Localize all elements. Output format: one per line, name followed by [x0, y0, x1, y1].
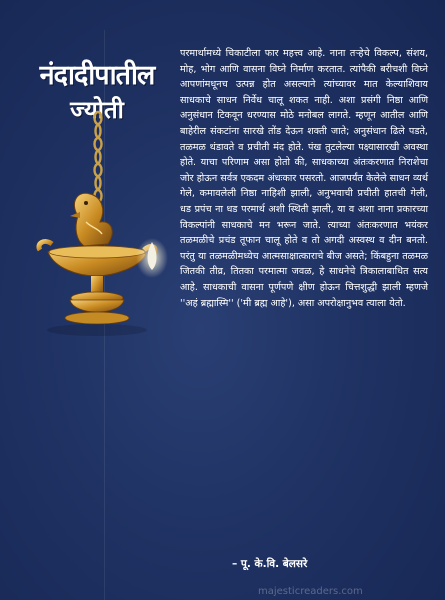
lamp-base — [65, 276, 129, 324]
brass-oil-lamp-icon — [0, 0, 180, 600]
back-cover-blurb — [180, 46, 428, 311]
title-line-2: ज्योती — [70, 96, 124, 124]
blurb-paragraph: परमार्थामध्ये चिकाटीला फार महत्त्व आहे. नाना तऱ्हेचे विकल्प, संशय, मोह, भोग आणि वासना विघ्ने निर्माण करतात. त्यांपैकी बरीचशी विघ्ने आपणांमधूनच उत्पन्न होत असल्याने त्यांच्यावर मात केल्याशिवाय साधकाचे साधन निर्वेध चालू शकत नाही. अशा प्रसंगी निष्ठा आणि अनुसंधान टिकवून धरण्यास मोठे मनोबल लागते. म्हणून आतील आणि बाहेरील संकटांना सारखे तोंड देऊन शक्ती जाते; अनुसंधान ढिले पडते, तळमळ थंडावते व प्रचीती मंद होते. पंख तुटलेल्या पक्ष्यासारखी अवस्था होते. याचा परिणाम असा होतो की, साधकाच्या अंतःकरणात निराशेचा जोर होऊन सर्वत्र एकदम अंधःकार पसरतो. आजपर्यंत केलेले साधन व्यर्थ गेले, कमावलेली निष्ठा नाहिशी झाली, अनुभवाची प्रचीती हातची गेली, धड प्रपंच ना धड परमार्थ अशी स्थिती झाली, या व अशा नाना प्रकारच्या विकल्पांनी साधकाचे मन भरून जाते. त्याच्या अंतःकरणात भयंकर तळमळीचे प्रचंड तूफान चालू होते व तो अगदी अस्वस्थ व दीन बनतो. परंतु या तळमळीमध्येच आत्मसाक्षात्काराचे बीज असते; किंबहुना तळमळ जितकी तीव्र, तितका परमात्मा जवळ, हे साधनेचे त्रिकालाबाधित सत्य आहे. साधकाची वासना पूर्णपणे क्षीण होऊन चित्तशुद्धी झाली म्हणजे ''अहं ब्रह्मास्मि'' ('मी ब्रह्म आहे'), असा अपरोक्षानुभव त्याला येतो. — [180, 48, 428, 309]
author-signature: – पू. के.वि. बेलसरे — [232, 558, 308, 570]
lamp-flame — [136, 238, 168, 278]
lamp-chain — [95, 112, 102, 202]
lamp-bird-finial — [70, 193, 112, 246]
title-line-1: नंदादीपातील — [39, 60, 155, 91]
website-watermark: majesticreaders.com — [258, 586, 363, 597]
